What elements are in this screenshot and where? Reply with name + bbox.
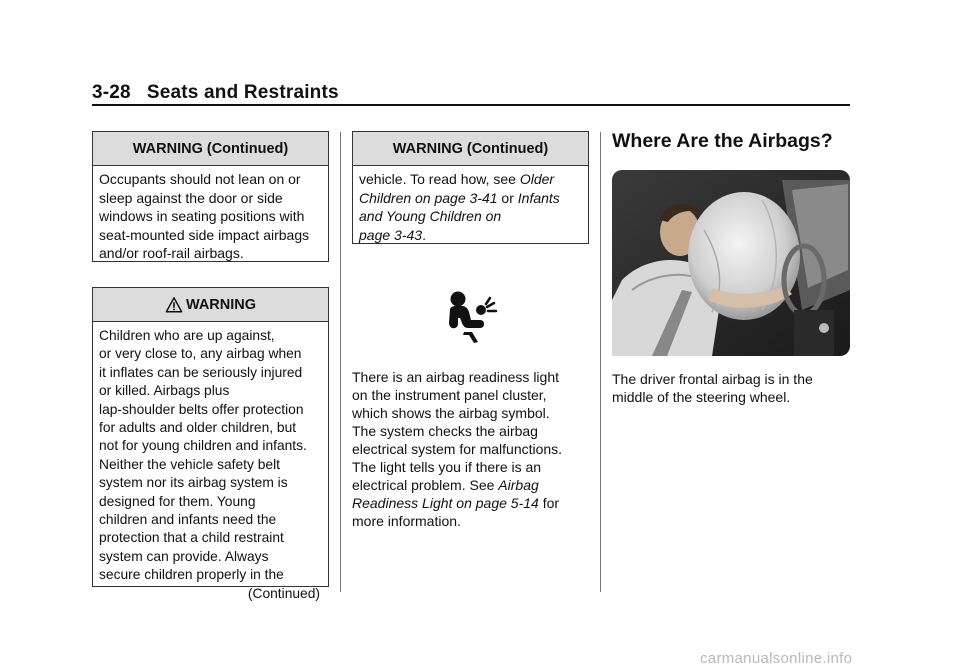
text-line: lap-shoulder belts offer protection [99,401,304,417]
text-line: electrical system for malfunctions. [352,441,563,457]
header-rule [92,104,850,106]
text-line: which shows the airbag symbol. [352,405,550,421]
warning-triangle-icon [165,296,183,314]
text-line: system nor its airbag system is [99,475,288,491]
text-line: Neither the vehicle safety belt [99,456,280,472]
text-line: sleep against the door or side [99,189,283,206]
warning-box-body [353,166,588,250]
cross-reference-link[interactable]: page 3-43 [359,226,423,243]
warning-box-title-row [93,288,328,322]
text-line [359,226,582,245]
text-line: Occupants should not lean on or [99,171,301,187]
cross-reference-link[interactable]: Infants [517,189,560,206]
text-line: secure children properly in the [99,567,284,583]
column-separator-right [600,132,601,592]
text-line: or killed. Airbags plus [99,383,230,399]
warning-box [92,287,329,601]
text-run: vehicle. To read how, see [359,171,520,187]
warning-box-title: WARNING (Continued) [93,132,328,166]
text-line: children and infants need the [99,512,277,528]
cross-reference-link[interactable]: Airbag [498,477,539,493]
text-line: windows in seating positions with [99,208,305,224]
text-run: or [497,189,518,206]
airbag-readiness-symbol-icon [444,288,500,344]
text-line: system can provide. Always [99,548,269,564]
system-check-paragraph [352,422,562,530]
text-line: for adults and older children, but [99,420,297,436]
cross-reference-link[interactable]: Children on page 3-41 [359,189,498,206]
watermark: carmanualsonline.info [700,650,853,667]
text-line: it inflates can be seriously injured [99,364,303,380]
warning-box-continued [352,131,589,244]
text-line: designed for them. Young [99,493,256,509]
text-line: The light tells you if there is an [352,459,542,475]
text-line: not for young children and infants. [99,438,307,454]
cross-reference-link[interactable]: and Young Children on [359,208,502,224]
text-line: on the instrument panel cluster, [352,387,547,403]
cross-reference-link[interactable]: Older [519,171,555,187]
text-line: seat-mounted side impact airbags [99,226,310,243]
text-line: and/or roof-rail airbags. [99,245,244,261]
warning-box-title: WARNING [185,296,257,313]
text-line [359,207,582,226]
text-line: There is an airbag readiness light [352,369,560,385]
warning-box-body [93,322,328,609]
text-line [352,494,562,512]
text-line: Children who are up against, [99,328,275,343]
driver-airbag-illustration [612,170,850,356]
column-separator-left [340,132,341,592]
warning-box-continued [92,131,329,262]
text-line: The driver frontal airbag is in the [612,371,813,387]
text-run: for [538,495,560,511]
cross-reference-link[interactable]: Readiness Light on page 5-14 [352,495,539,511]
airbag-readiness-paragraph [352,368,559,422]
text-run: electrical problem. See [352,477,499,493]
section-title: Seats and Restraints [146,82,339,103]
text-line: or very close to, any airbag when [99,346,302,362]
text-run: . [422,226,426,243]
warning-box-title: WARNING (Continued) [353,132,588,166]
page-header [92,82,339,104]
text-line [359,170,582,189]
text-line: middle of the steering wheel. [612,389,791,405]
text-line: more information. [352,513,461,529]
text-line: protection that a child restraint [99,530,284,546]
text-line [352,476,562,494]
text-line [359,189,582,208]
section-heading: Where Are the Airbags? [612,130,833,152]
illustration-caption [612,370,813,406]
continued-label: (Continued) [247,585,320,601]
warning-box-body [93,166,328,269]
text-line: The system checks the airbag [352,423,538,439]
page-number: 3-28 [92,82,131,103]
